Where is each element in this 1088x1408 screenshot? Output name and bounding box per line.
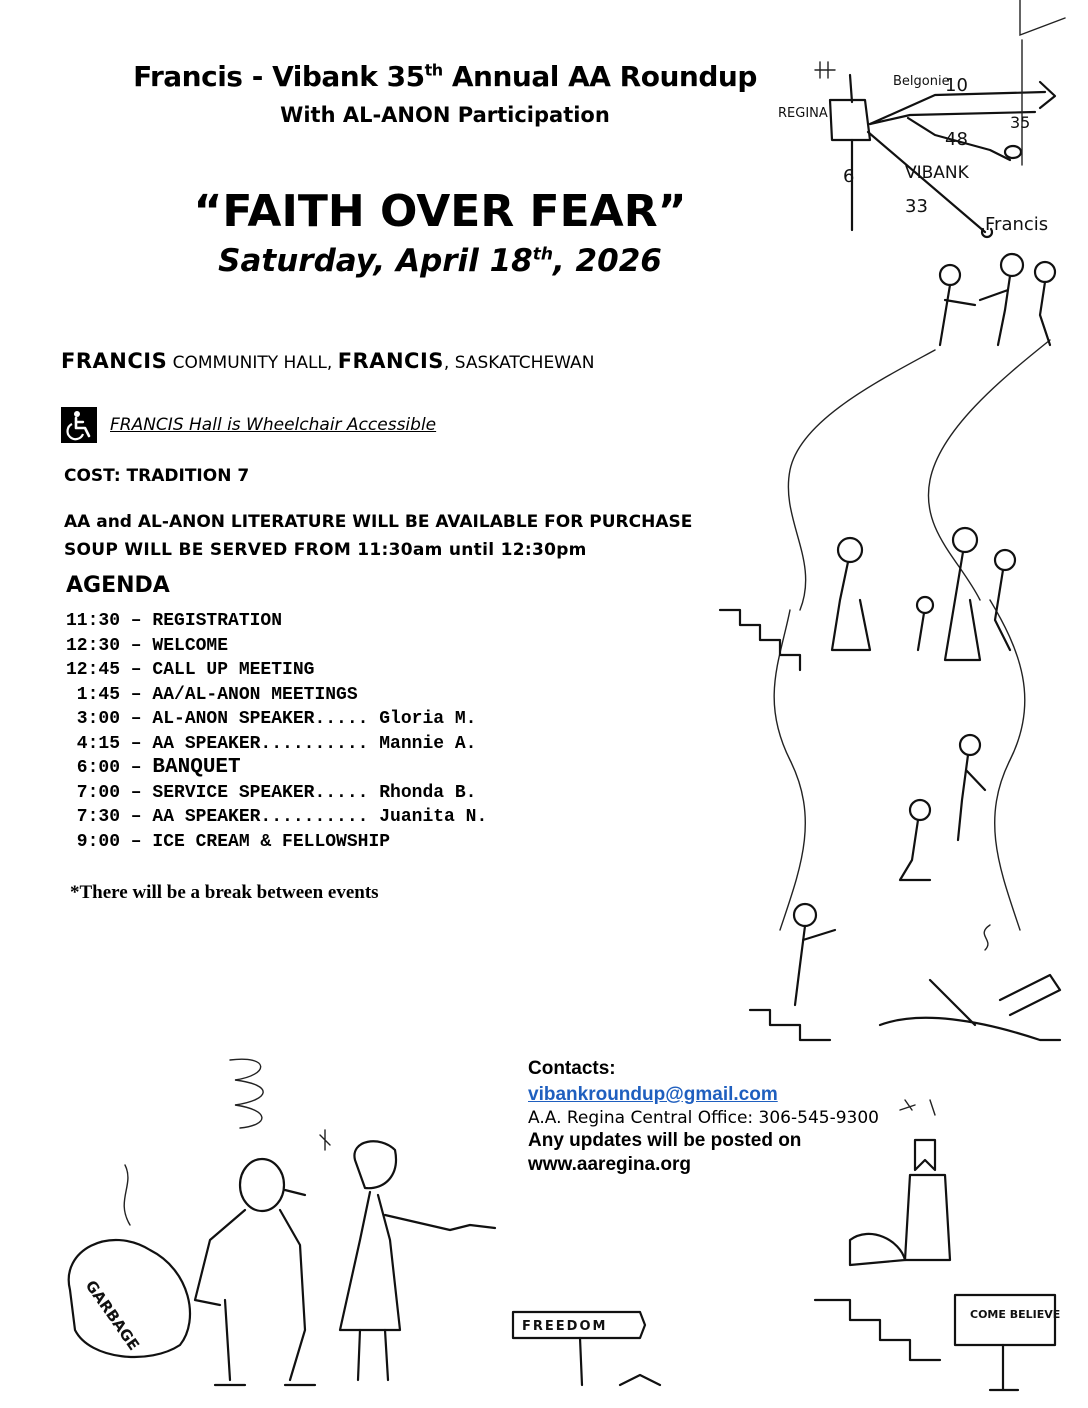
winding-path-illustration bbox=[720, 254, 1060, 1040]
break-note: *There will be a break between events bbox=[70, 882, 379, 903]
agenda-item: 12:45 – CALL UP MEETING bbox=[66, 660, 315, 680]
date-ordinal-suffix: th bbox=[532, 244, 553, 265]
contact-office-phone: A.A. Regina Central Office: 306-545-9300 bbox=[528, 1108, 879, 1128]
venue-place-1: FRANCIS bbox=[61, 349, 168, 373]
agenda-item: 7:30 – AA SPEAKER.......... Juanita N. bbox=[66, 807, 488, 827]
title-text-post: Annual AA Roundup bbox=[442, 60, 757, 93]
venue-place-2: FRANCIS bbox=[337, 349, 444, 373]
contact-website: www.aaregina.org bbox=[528, 1154, 691, 1175]
event-theme: “FAITH OVER FEAR” bbox=[193, 186, 687, 237]
map-label-regina: REGINA bbox=[778, 106, 828, 121]
soup-line: SOUP WILL BE SERVED FROM 11:30am until 12:30pm bbox=[64, 540, 587, 560]
contact-email-link[interactable]: vibankroundup@gmail.com bbox=[528, 1084, 778, 1105]
contact-updates-note: Any updates will be posted on bbox=[528, 1130, 802, 1151]
agenda-heading: AGENDA bbox=[66, 573, 170, 598]
agenda-item: 4:15 – AA SPEAKER.......... Mannie A. bbox=[66, 733, 477, 754]
title-text-pre: Francis - Vibank 35 bbox=[133, 60, 425, 93]
agenda-item: 7:00 – SERVICE SPEAKER..... Rhonda B. bbox=[66, 782, 477, 803]
sign-garbage: GARBAGE bbox=[81, 1276, 143, 1354]
map-label-35: 35 bbox=[1010, 113, 1031, 132]
contacts-block bbox=[528, 1058, 879, 1176]
accessibility-note: FRANCIS Hall is Wheelchair Accessible bbox=[110, 415, 437, 435]
date-post: , 2026 bbox=[552, 243, 662, 279]
agenda-list bbox=[66, 609, 487, 854]
venue-text-1: COMMUNITY HALL, bbox=[167, 353, 338, 373]
map-label-vibank: VIBANK bbox=[905, 163, 969, 183]
event-date bbox=[120, 243, 760, 279]
wheelchair-icon bbox=[61, 407, 97, 443]
agenda-item-banquet bbox=[66, 756, 487, 781]
agenda-item: 9:00 – ICE CREAM & FELLOWSHIP bbox=[66, 831, 391, 852]
event-title bbox=[60, 60, 830, 93]
agenda-item: 1:45 – AA/AL-ANON MEETINGS bbox=[66, 684, 358, 705]
agenda-item: 3:00 – AL-ANON SPEAKER..... Gloria M. bbox=[66, 709, 477, 729]
literature-line: AA and AL-ANON LITERATURE WILL BE AVAILABLE FOR PURCHASE bbox=[64, 512, 693, 532]
date-pre: Saturday, April 18 bbox=[218, 243, 533, 279]
agenda-banquet-label: BANQUET bbox=[152, 756, 241, 779]
title-ordinal-suffix: th bbox=[424, 60, 443, 80]
map-label-francis: Francis bbox=[985, 214, 1049, 235]
map-label-6: 6 bbox=[843, 166, 855, 187]
sign-freedom: FREEDOM bbox=[522, 1319, 608, 1334]
agenda-banquet-time: 6:00 – bbox=[66, 758, 153, 778]
event-subtitle: With AL-ANON Participation bbox=[280, 103, 610, 127]
venue-text-2: , SASKATCHEWAN bbox=[443, 353, 595, 373]
agenda-item: 12:30 – WELCOME bbox=[66, 635, 229, 656]
venue-line bbox=[61, 349, 594, 373]
map-label-33: 33 bbox=[905, 196, 928, 217]
map-label-10: 10 bbox=[945, 75, 968, 96]
contacts-heading: Contacts: bbox=[528, 1058, 616, 1079]
map-label-belgonie: Belgonie bbox=[893, 74, 950, 89]
map-label-48: 48 bbox=[945, 129, 968, 150]
agenda-item: 11:30 – REGISTRATION bbox=[66, 611, 283, 631]
sign-come-believe: COME BELIEVE bbox=[970, 1308, 1061, 1321]
cost-line: COST: TRADITION 7 bbox=[64, 466, 250, 486]
